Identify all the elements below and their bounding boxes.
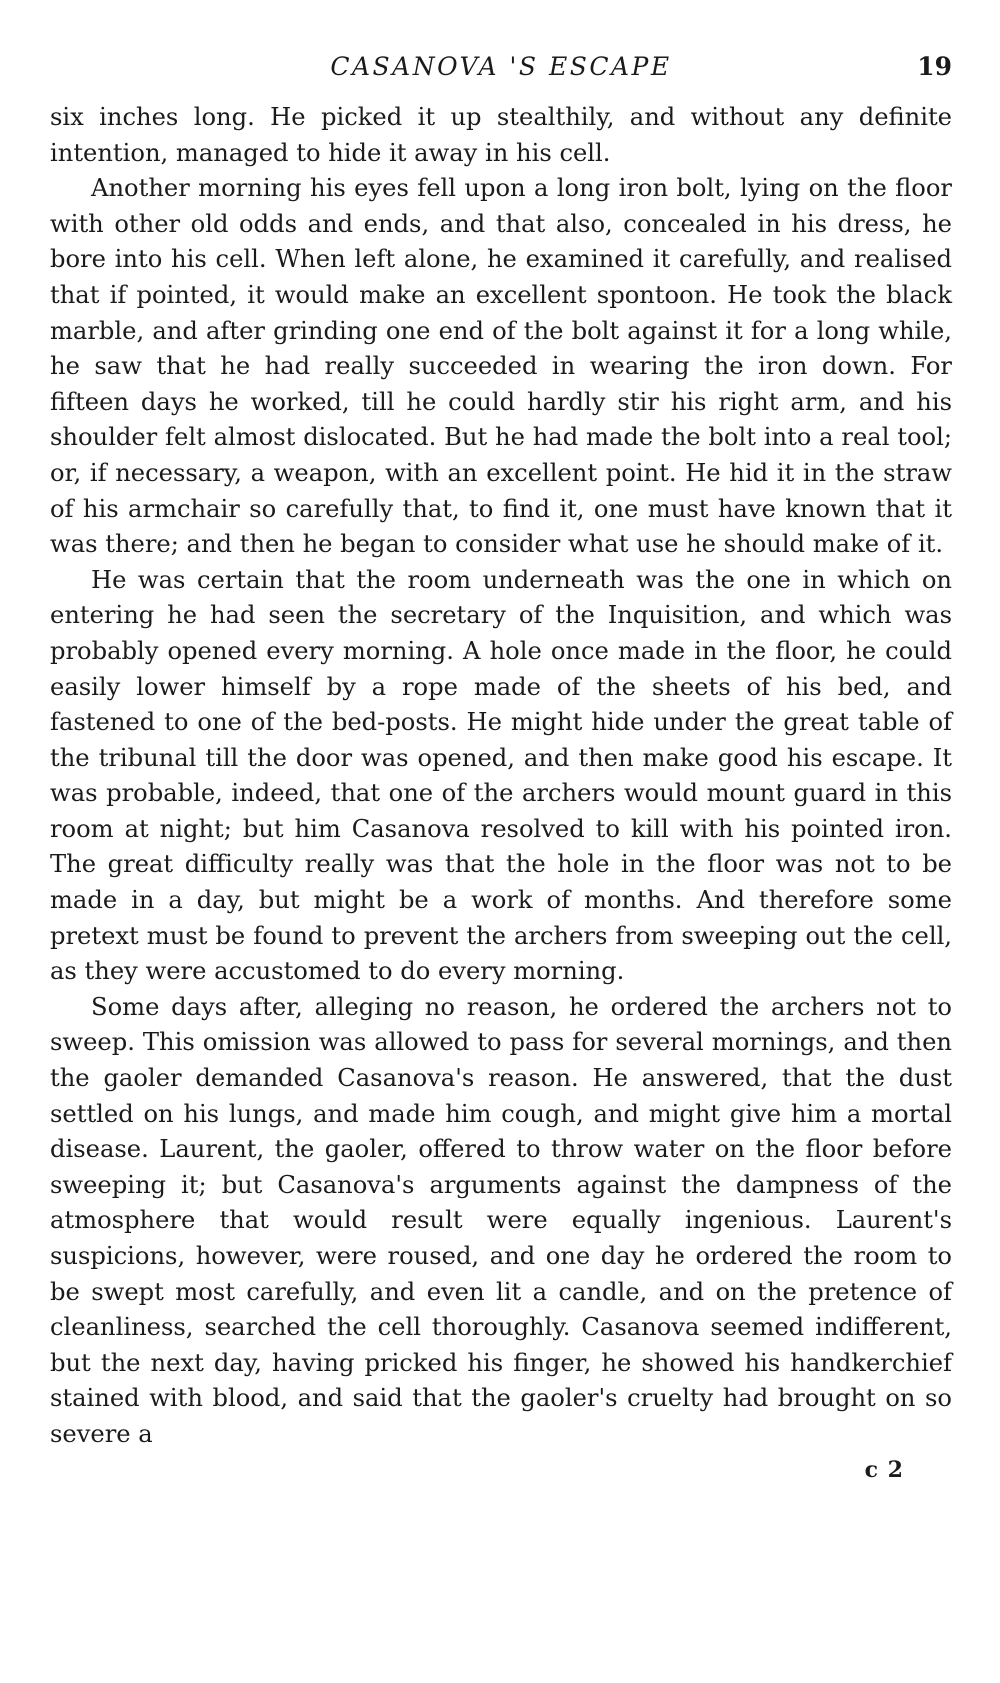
paragraph-iron-bolt: Another morning his eyes fell upon a long iron bolt, lying on the floor with other old odds and ends, and that also, concealed in his dress, he bore into his cell. When left alone, he examined it carefully, and realised that if pointed, it would make an excellent spontoon. He took the black marble, and after grinding one end of the bolt against it for a long while, he saw that he had really succeeded in wearing the iron down. For fifteen days he worked, till he could hardly stir his right arm, and his shoulder felt almost dislocated. But he had made the bolt into a real tool; or, if necessary, a weapon, with an excellent point. He hid it in the straw of his armchair so carefully that, to find it, one must have known that it was there; and then he began to consider what use he should make of it. bbox=[50, 174, 952, 559]
paragraph-escape-plan: He was certain that the room underneath was the one in which on entering he had seen the secretary of the Inquisition, and which was probably opened every morning. A hole once made in the floor, he could easily lower himself by a rope made of the sheets of his bed, and fastened to one of the bed-posts. He might hide under the great table of the tribunal till the door was opened, and then make good his escape. It was probable, indeed, that one of the archers would mount guard in this room at night; but him Casanova resolved to kill with his pointed iron. The great difficulty really was that the hole in the floor was not to be made in a day, but might be a work of months. And therefore some pretext must be found to prevent the archers from sweeping out the cell, as they were accustomed to do every morning. bbox=[50, 565, 952, 986]
paragraph-continued: six inches long. He picked it up stealthily, and without any definite intention, managed to hide it away in his cell. bbox=[50, 103, 952, 167]
page-number: 19 bbox=[917, 52, 952, 81]
body-text bbox=[50, 100, 952, 1453]
book-page bbox=[50, 48, 952, 1483]
paragraph-sweeping: Some days after, alleging no reason, he ordered the archers not to sweep. This omission was allowed to pass for several mornings, and then the gaoler demanded Casanova's reason. He answered, that the dust settled on his lungs, and made him cough, and might give him a mortal disease. Laurent, the gaoler, offered to throw water on the floor before sweeping it; but Casanova's arguments against the dampness of the atmosphere that would result were equally ingenious. Laurent's suspicions, however, were roused, and one day he ordered the room to be swept most carefully, and even lit a candle, and on the pretence of cleanliness, searched the cell thoroughly. Casanova seemed indifferent, but the next day, having pricked his finger, he showed his handkerchief stained with blood, and said that the gaoler's cruelty had brought on so severe a bbox=[50, 992, 952, 1448]
running-title: CASANOVA 'S ESCAPE bbox=[330, 52, 672, 81]
signature-mark: c 2 bbox=[864, 1456, 904, 1483]
running-head bbox=[50, 48, 952, 88]
